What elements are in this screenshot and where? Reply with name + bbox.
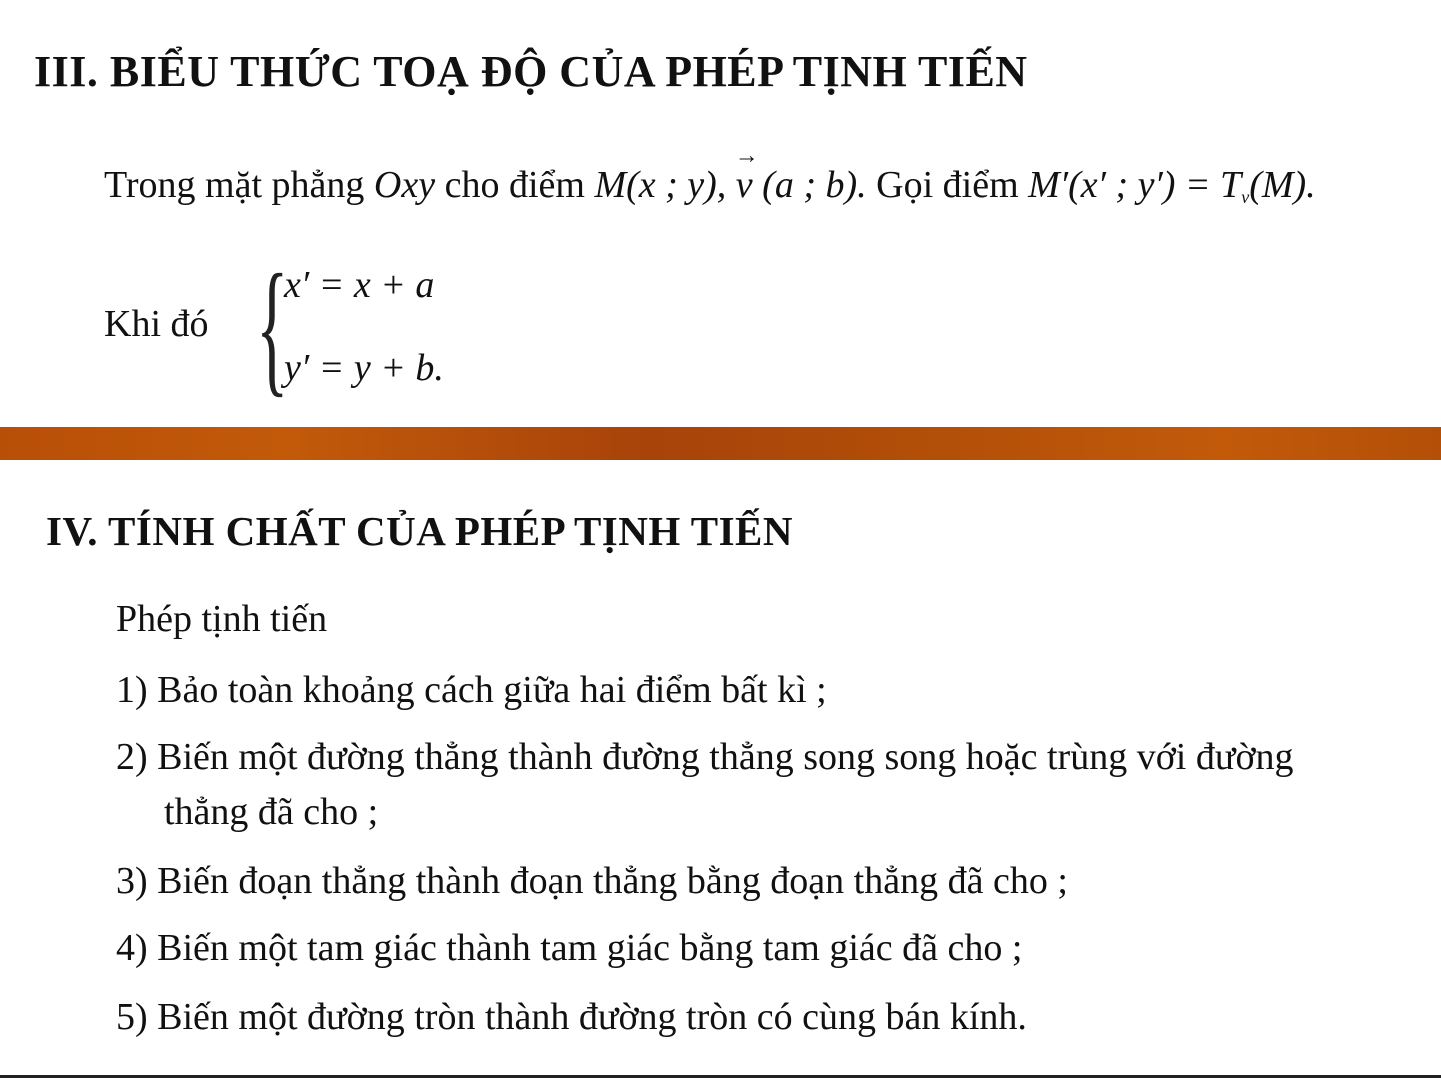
property-item-3: 3) Biến đoạn thẳng thành đoạn thẳng bằng đoạn thẳng đã cho ; — [116, 860, 1068, 902]
section4-heading: IV. TÍNH CHẤT CỦA PHÉP TỊNH TIẾN — [46, 508, 794, 554]
intro-text-1: Trong mặt phẳng — [104, 164, 374, 206]
property-item-2: 2) Biến một đường thẳng thành đường thẳng song song hoặc trùng với đường — [116, 736, 1294, 778]
property-item-4: 4) Biến một tam giác thành tam giác bằng tam giác đã cho ; — [116, 927, 1023, 969]
section4-lead: Phép tịnh tiến — [116, 598, 328, 640]
vector-coords: (a ; b). — [752, 164, 877, 206]
equation-x: x′ = x + a — [284, 264, 435, 306]
khi-do-label: Khi đó — [104, 303, 209, 345]
property-item-5: 5) Biến một đường tròn thành đường tròn có cùng bán kính. — [116, 996, 1027, 1038]
point-m: M(x ; y), — [594, 164, 736, 206]
property-item-2-continued: thẳng đã cho ; — [164, 791, 379, 833]
property-item-1: 1) Bảo toàn khoảng cách giữa hai điểm bất kì ; — [116, 669, 827, 711]
section3-heading: III. BIỂU THỨC TOẠ ĐỘ CỦA PHÉP TỊNH TIẾN — [34, 47, 1028, 96]
equation-y: y′ = y + b. — [284, 347, 444, 389]
bottom-rule — [0, 1075, 1441, 1078]
section3-intro — [104, 163, 1316, 208]
translation-subscript: v — [1241, 187, 1250, 207]
oxy-symbol: Oxy — [373, 164, 436, 206]
intro-text-3: Gọi điểm — [876, 164, 1029, 206]
system-brace: { — [256, 244, 289, 410]
translation-end: (M). — [1249, 164, 1316, 206]
section-divider — [0, 427, 1441, 460]
vector-v: → v — [736, 163, 753, 207]
point-m-prime: M′(x′ ; y′) = T — [1028, 164, 1242, 206]
intro-text-2: cho điểm — [435, 164, 595, 206]
